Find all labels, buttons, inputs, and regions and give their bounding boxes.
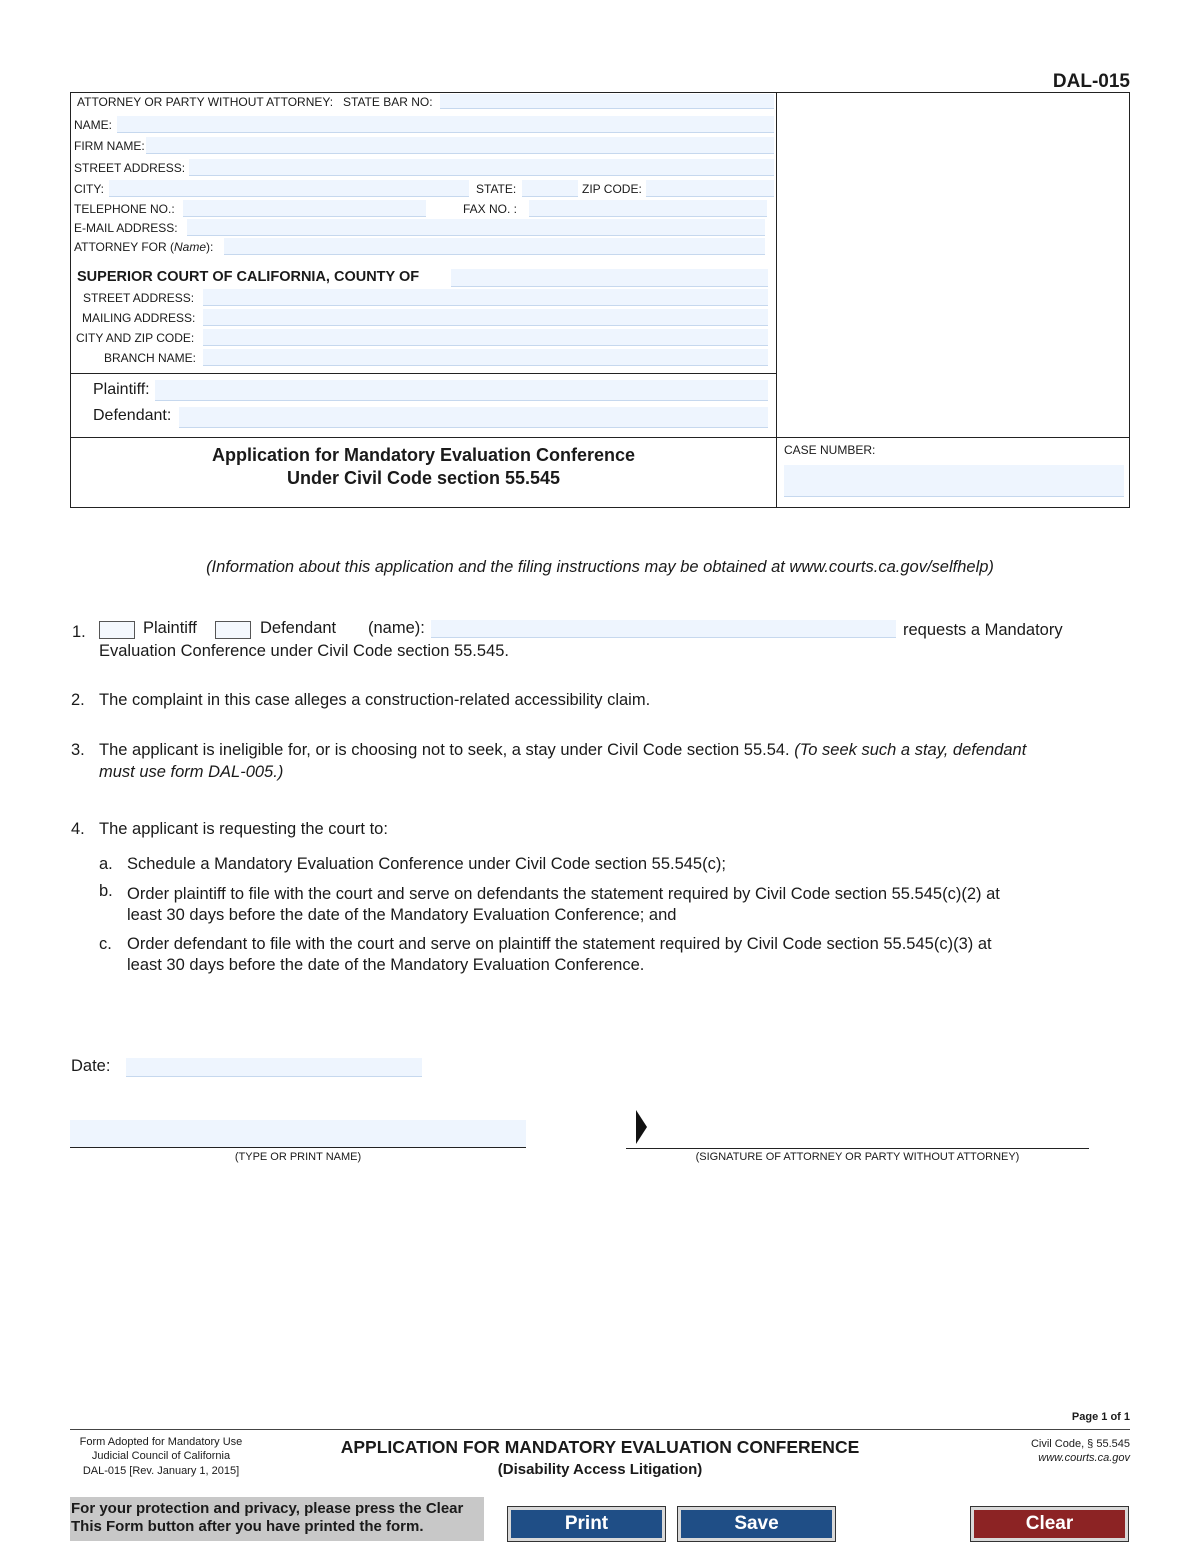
footer-rule: [70, 1429, 1130, 1430]
phone-label: TELEPHONE NO.:: [74, 202, 175, 216]
parties-divider: [70, 373, 777, 374]
defendant-checkbox[interactable]: [215, 621, 251, 639]
court-street-label: STREET ADDRESS:: [83, 291, 195, 305]
firm-input[interactable]: [146, 137, 774, 154]
applicant-name-input[interactable]: [431, 620, 896, 638]
state-bar-label: STATE BAR NO:: [343, 95, 433, 109]
fax-label: FAX NO. :: [463, 202, 518, 216]
item4c-line2: least 30 days before the date of the Mandatory Evaluation Conference.: [127, 956, 645, 974]
attorney-header-label: ATTORNEY OR PARTY WITHOUT ATTORNEY:: [77, 95, 334, 109]
item1-tail: requests a Mandatory: [903, 621, 1063, 639]
date-label: Date:: [71, 1057, 111, 1075]
footer-adopted-1: Form Adopted for Mandatory Use: [79, 1436, 243, 1448]
item4c-letter: c.: [99, 935, 112, 953]
phone-input[interactable]: [183, 200, 426, 217]
street-input[interactable]: [189, 159, 774, 176]
print-name-caption: (TYPE OR PRINT NAME): [234, 1151, 362, 1163]
attorney-for-label: ATTORNEY FOR (Name):: [74, 240, 214, 254]
signature-line: [626, 1148, 1089, 1149]
street-label: STREET ADDRESS:: [74, 161, 186, 175]
attorney-for-input[interactable]: [224, 238, 765, 255]
court-city-zip-input[interactable]: [203, 329, 768, 346]
court-branch-input[interactable]: [203, 349, 768, 366]
plaintiff-label: Plaintiff:: [93, 381, 150, 398]
item3-text: The applicant is ineligible for, or is choosing not to seek, a stay under Civil Code section 55.54. (To seek such a stay, defendant must use form DAL-005.): [99, 741, 1027, 781]
fax-input[interactable]: [529, 200, 767, 217]
signature-caption: (SIGNATURE OF ATTORNEY OR PARTY WITHOUT ATTORNEY): [695, 1151, 1020, 1163]
name-input[interactable]: [117, 116, 774, 133]
court-street-input[interactable]: [203, 289, 768, 306]
name-label: NAME:: [74, 118, 113, 132]
item4a-text: Schedule a Mandatory Evaluation Conference under Civil Code section 55.545(c);: [127, 855, 726, 873]
plaintiff-checkbox[interactable]: [99, 621, 135, 639]
form-id: DAL-015: [1052, 71, 1130, 92]
item3-number: 3.: [71, 741, 85, 759]
form-title-line1: Application for Mandatory Evaluation Conference: [211, 445, 636, 465]
county-input[interactable]: [451, 269, 768, 287]
item4a-letter: a.: [99, 855, 113, 873]
defendant-checkbox-label: Defendant: [260, 619, 337, 637]
state-label: STATE:: [476, 182, 517, 196]
page-indicator: Page 1 of 1: [1071, 1411, 1130, 1423]
state-bar-input[interactable]: [440, 94, 774, 109]
court-branch-label: BRANCH NAME:: [104, 351, 197, 365]
footer-subtitle: (Disability Access Litigation): [497, 1461, 703, 1478]
state-input[interactable]: [522, 180, 578, 197]
footer-code: Civil Code, § 55.545: [1030, 1438, 1130, 1450]
date-input[interactable]: [126, 1058, 422, 1077]
item4b-letter: b.: [99, 882, 113, 900]
court-mailing-label: MAILING ADDRESS:: [82, 311, 196, 325]
item4c-line1: Order defendant to file with the court and serve on plaintiff the statement required by Civil Code section 55.545(c)(3) at: [127, 935, 992, 953]
footer-adopted-3: DAL-015 [Rev. January 1, 2015]: [82, 1465, 240, 1477]
item4b-line1: Order plaintiff to file with the court and serve on defendants the statement required by Civil Code section 55.545(c)(2) at: [127, 885, 1000, 903]
defendant-input[interactable]: [179, 407, 768, 428]
item4b-line2: least 30 days before the date of the Mandatory Evaluation Conference; and: [127, 906, 677, 924]
item1-line2: Evaluation Conference under Civil Code section 55.545.: [99, 642, 510, 660]
print-button[interactable]: Print: [508, 1507, 665, 1541]
city-input[interactable]: [109, 180, 469, 197]
item4-number: 4.: [71, 820, 85, 838]
footer-site: www.courts.ca.gov: [1038, 1452, 1130, 1464]
zip-label: ZIP CODE:: [582, 182, 642, 196]
form-title-line2: Under Civil Code section 55.545: [286, 468, 561, 488]
city-label: CITY:: [74, 182, 105, 196]
plaintiff-checkbox-label: Plaintiff: [143, 619, 197, 637]
item2-text: The complaint in this case alleges a construction-related accessibility claim.: [99, 691, 651, 709]
court-title: SUPERIOR COURT OF CALIFORNIA, COUNTY OF: [77, 269, 420, 285]
footer-title: APPLICATION FOR MANDATORY EVALUATION CONFERENCE: [340, 1437, 860, 1457]
case-number-input[interactable]: [784, 465, 1124, 497]
item2-number: 2.: [71, 691, 85, 709]
privacy-line-1: For your protection and privacy, please press the Clear: [71, 1500, 464, 1517]
defendant-label: Defendant:: [93, 407, 172, 424]
court-mailing-input[interactable]: [203, 309, 768, 326]
plaintiff-input[interactable]: [155, 380, 768, 401]
privacy-note: [70, 1497, 484, 1541]
footer-adopted-2: Judicial Council of California: [91, 1450, 231, 1462]
privacy-line-2: This Form button after you have printed the form.: [71, 1518, 424, 1535]
firm-label: FIRM NAME:: [74, 139, 145, 153]
email-input[interactable]: [187, 219, 765, 236]
clear-button[interactable]: Clear: [971, 1507, 1128, 1541]
item1-number: 1.: [72, 623, 86, 641]
item4-text: The applicant is requesting the court to:: [99, 820, 388, 838]
info-note: (Information about this application and the filing instructions may be obtained at www.courts.ca.gov/selfhelp): [206, 558, 994, 576]
print-name-input[interactable]: [70, 1120, 526, 1148]
save-button[interactable]: Save: [678, 1507, 835, 1541]
email-label: E-MAIL ADDRESS:: [74, 221, 178, 235]
court-city-zip-label: CITY AND ZIP CODE:: [76, 331, 195, 345]
case-number-label: CASE NUMBER:: [784, 443, 876, 457]
applicant-name-label: (name):: [368, 619, 425, 637]
zip-input[interactable]: [646, 180, 774, 197]
signature-arrow-icon: [636, 1110, 647, 1144]
title-divider: [70, 437, 1130, 438]
